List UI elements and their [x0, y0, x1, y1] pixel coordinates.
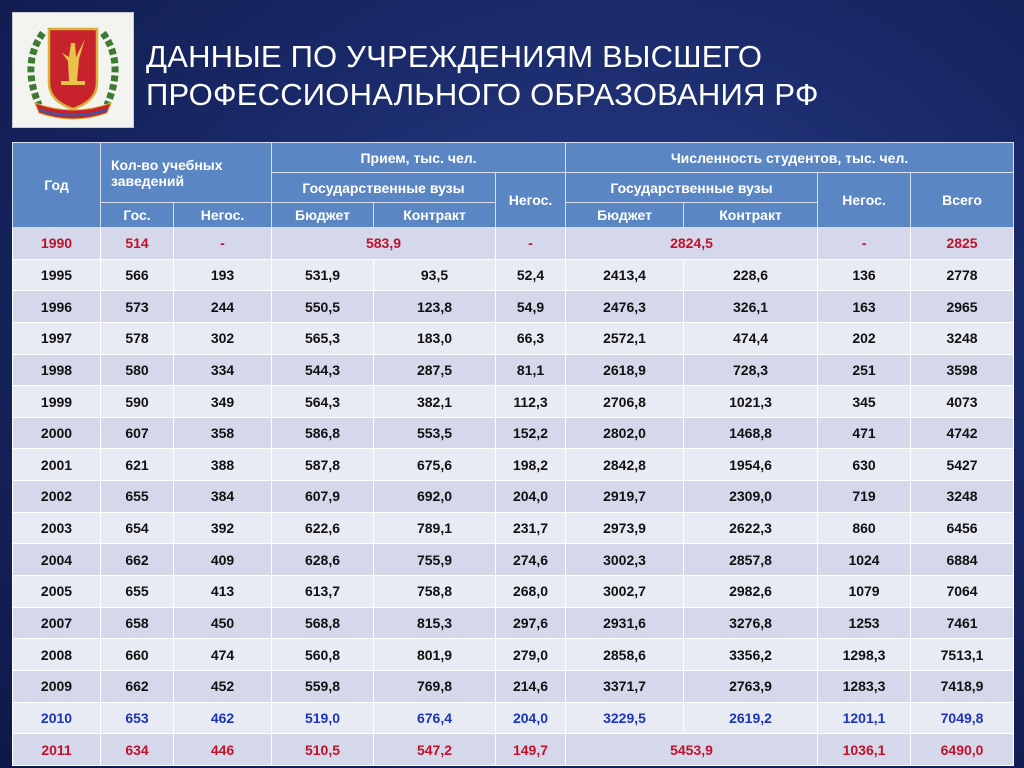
cell-state-institutions: 655: [101, 576, 174, 608]
cell-non-state-institutions: 462: [174, 702, 272, 734]
cell-state-institutions: 580: [101, 354, 174, 386]
table-row: [13, 354, 1014, 386]
cell-admission-budget: 586,8: [272, 417, 374, 449]
cell-admission-non-state: 52,4: [496, 259, 566, 291]
cell-total: 2965: [911, 291, 1014, 323]
cell-students-contract: 3276,8: [684, 607, 818, 639]
cell-admission-contract: 769,8: [374, 670, 496, 702]
cell-total: 6884: [911, 544, 1014, 576]
cell-students-contract: 2982,6: [684, 576, 818, 608]
cell-students-budget: 3229,5: [566, 702, 684, 734]
cell-total: 4742: [911, 417, 1014, 449]
table-row: [13, 386, 1014, 418]
header-admission-state-universities: Государственные вузы: [272, 173, 496, 203]
cell-admission-non-state: 112,3: [496, 386, 566, 418]
cell-state-institutions: 514: [101, 228, 174, 260]
cell-total: 3598: [911, 354, 1014, 386]
table-row: [13, 259, 1014, 291]
table-body: [13, 228, 1014, 766]
header-admission-budget: Бюджет: [272, 203, 374, 228]
cell-students-contract: 2309,0: [684, 481, 818, 513]
cell-total: 7049,8: [911, 702, 1014, 734]
cell-students-non-state: 1079: [818, 576, 911, 608]
cell-students-non-state: -: [818, 228, 911, 260]
cell-students-budget: 2919,7: [566, 481, 684, 513]
cell-non-state-institutions: -: [174, 228, 272, 260]
cell-non-state-institutions: 413: [174, 576, 272, 608]
coat-of-arms-emblem: [12, 12, 134, 128]
cell-admission-budget: 568,8: [272, 607, 374, 639]
table-row: [13, 481, 1014, 513]
cell-admission-contract: 789,1: [374, 512, 496, 544]
cell-non-state-institutions: 302: [174, 322, 272, 354]
cell-year: 2002: [13, 481, 101, 513]
cell-admission-non-state: 274,6: [496, 544, 566, 576]
cell-state-institutions: 658: [101, 607, 174, 639]
cell-year: 1990: [13, 228, 101, 260]
cell-year: 2007: [13, 607, 101, 639]
cell-admission-budget: 565,3: [272, 322, 374, 354]
higher-education-table: [12, 142, 1014, 766]
table-row: [13, 228, 1014, 260]
cell-admission-non-state: 66,3: [496, 322, 566, 354]
cell-year: 1995: [13, 259, 101, 291]
emblem-graphic: [13, 13, 133, 127]
cell-students-non-state: 251: [818, 354, 911, 386]
cell-total: 7064: [911, 576, 1014, 608]
cell-admission-non-state: 231,7: [496, 512, 566, 544]
cell-admission-budget: 559,8: [272, 670, 374, 702]
cell-admission-non-state: 149,7: [496, 734, 566, 766]
cell-students-budget: 2706,8: [566, 386, 684, 418]
cell-students-non-state: 202: [818, 322, 911, 354]
cell-students-budget: 3002,7: [566, 576, 684, 608]
cell-year: 2011: [13, 734, 101, 766]
header-non-state-institutions: Негос.: [174, 203, 272, 228]
cell-admission-non-state: 204,0: [496, 702, 566, 734]
cell-state-institutions: 578: [101, 322, 174, 354]
cell-state-institutions: 566: [101, 259, 174, 291]
cell-admission-budget: 560,8: [272, 639, 374, 671]
header-students-non-state: Негос.: [818, 173, 911, 228]
cell-year: 1999: [13, 386, 101, 418]
cell-students-contract: 1021,3: [684, 386, 818, 418]
cell-non-state-institutions: 446: [174, 734, 272, 766]
cell-admission-contract: 93,5: [374, 259, 496, 291]
cell-total: 5427: [911, 449, 1014, 481]
header-students: Численность студентов, тыс. чел.: [566, 143, 1014, 173]
cell-students-budget: 3002,3: [566, 544, 684, 576]
table-row: [13, 449, 1014, 481]
cell-admission-non-state: -: [496, 228, 566, 260]
cell-students-non-state: 1036,1: [818, 734, 911, 766]
header-state: Гос.: [101, 203, 174, 228]
table-row: [13, 639, 1014, 671]
title-line-2: ПРОФЕССИОНАЛЬНОГО ОБРАЗОВАНИЯ РФ: [146, 77, 819, 112]
cell-students-budget: 2802,0: [566, 417, 684, 449]
cell-admission-budget: 622,6: [272, 512, 374, 544]
cell-state-institutions: 662: [101, 544, 174, 576]
header-admission-contract: Контракт: [374, 203, 496, 228]
cell-students-contract: 2857,8: [684, 544, 818, 576]
cell-students-contract: 2622,3: [684, 512, 818, 544]
cell-non-state-institutions: 358: [174, 417, 272, 449]
cell-total: 4073: [911, 386, 1014, 418]
cell-non-state-institutions: 409: [174, 544, 272, 576]
cell-total: 2778: [911, 259, 1014, 291]
cell-state-institutions: 621: [101, 449, 174, 481]
cell-total: 6490,0: [911, 734, 1014, 766]
cell-students-non-state: 136: [818, 259, 911, 291]
cell-students-budget: 2572,1: [566, 322, 684, 354]
cell-admission-non-state: 198,2: [496, 449, 566, 481]
cell-non-state-institutions: 450: [174, 607, 272, 639]
cell-admission-contract: 287,5: [374, 354, 496, 386]
cell-admission-non-state: 81,1: [496, 354, 566, 386]
cell-year: 2003: [13, 512, 101, 544]
cell-total: 3248: [911, 322, 1014, 354]
cell-admission-budget: 613,7: [272, 576, 374, 608]
cell-year: 2010: [13, 702, 101, 734]
cell-admission-contract: 547,2: [374, 734, 496, 766]
cell-students-budget: 2842,8: [566, 449, 684, 481]
cell-total: 2825: [911, 228, 1014, 260]
cell-admission-budget: 550,5: [272, 291, 374, 323]
cell-admission-contract: 801,9: [374, 639, 496, 671]
cell-non-state-institutions: 474: [174, 639, 272, 671]
cell-state-institutions: 607: [101, 417, 174, 449]
cell-non-state-institutions: 388: [174, 449, 272, 481]
cell-students-contract: 474,4: [684, 322, 818, 354]
cell-students-budget: 2476,3: [566, 291, 684, 323]
cell-admission-contract: 692,0: [374, 481, 496, 513]
cell-admission-contract: 815,3: [374, 607, 496, 639]
cell-admission-contract: 758,8: [374, 576, 496, 608]
cell-students-contract: 3356,2: [684, 639, 818, 671]
cell-admission-budget: 564,3: [272, 386, 374, 418]
cell-state-institutions: 653: [101, 702, 174, 734]
table-row: [13, 322, 1014, 354]
cell-state-institutions: 634: [101, 734, 174, 766]
table-row: [13, 417, 1014, 449]
header-institutions: Кол-во учебных заведений: [101, 143, 272, 203]
cell-students-contract: 2763,9: [684, 670, 818, 702]
header-students-state-universities: Государственные вузы: [566, 173, 818, 203]
cell-year: 1998: [13, 354, 101, 386]
table-row: [13, 670, 1014, 702]
cell-students-budget: 2618,9: [566, 354, 684, 386]
cell-year: 2001: [13, 449, 101, 481]
cell-admission-contract: 183,0: [374, 322, 496, 354]
cell-admission-state: 583,9: [272, 228, 496, 260]
cell-students-non-state: 860: [818, 512, 911, 544]
cell-year: 2008: [13, 639, 101, 671]
cell-admission-non-state: 214,6: [496, 670, 566, 702]
cell-students-budget: 2973,9: [566, 512, 684, 544]
cell-total: 7418,9: [911, 670, 1014, 702]
cell-students-non-state: 719: [818, 481, 911, 513]
cell-admission-non-state: 54,9: [496, 291, 566, 323]
cell-students-state: 2824,5: [566, 228, 818, 260]
cell-students-non-state: 1253: [818, 607, 911, 639]
cell-admission-contract: 123,8: [374, 291, 496, 323]
cell-state-institutions: 590: [101, 386, 174, 418]
header-admission-non-state: Негос.: [496, 173, 566, 228]
cell-state-institutions: 660: [101, 639, 174, 671]
cell-state-institutions: 662: [101, 670, 174, 702]
table-row: [13, 512, 1014, 544]
cell-non-state-institutions: 244: [174, 291, 272, 323]
cell-admission-non-state: 152,2: [496, 417, 566, 449]
cell-admission-budget: 544,3: [272, 354, 374, 386]
cell-students-contract: 326,1: [684, 291, 818, 323]
cell-state-institutions: 654: [101, 512, 174, 544]
cell-students-non-state: 1298,3: [818, 639, 911, 671]
cell-admission-contract: 382,1: [374, 386, 496, 418]
cell-students-non-state: 1024: [818, 544, 911, 576]
cell-admission-budget: 519,0: [272, 702, 374, 734]
cell-students-budget: 2931,6: [566, 607, 684, 639]
cell-students-non-state: 630: [818, 449, 911, 481]
cell-students-budget: 3371,7: [566, 670, 684, 702]
cell-non-state-institutions: 334: [174, 354, 272, 386]
cell-non-state-institutions: 349: [174, 386, 272, 418]
cell-students-contract: 728,3: [684, 354, 818, 386]
cell-admission-contract: 676,4: [374, 702, 496, 734]
table-row: [13, 702, 1014, 734]
cell-admission-budget: 531,9: [272, 259, 374, 291]
cell-students-budget: 2858,6: [566, 639, 684, 671]
header-students-budget: Бюджет: [566, 203, 684, 228]
cell-total: 3248: [911, 481, 1014, 513]
cell-total: 7461: [911, 607, 1014, 639]
cell-students-contract: 1954,6: [684, 449, 818, 481]
header-students-contract: Контракт: [684, 203, 818, 228]
cell-admission-contract: 553,5: [374, 417, 496, 449]
table-row: [13, 544, 1014, 576]
cell-state-institutions: 573: [101, 291, 174, 323]
cell-students-state: 5453,9: [566, 734, 818, 766]
cell-admission-budget: 587,8: [272, 449, 374, 481]
header-admission: Прием, тыс. чел.: [272, 143, 566, 173]
cell-non-state-institutions: 392: [174, 512, 272, 544]
header-year: Год: [13, 143, 101, 228]
cell-students-non-state: 1201,1: [818, 702, 911, 734]
cell-admission-contract: 755,9: [374, 544, 496, 576]
cell-state-institutions: 655: [101, 481, 174, 513]
cell-students-budget: 2413,4: [566, 259, 684, 291]
cell-students-contract: 228,6: [684, 259, 818, 291]
cell-admission-budget: 510,5: [272, 734, 374, 766]
cell-year: 2004: [13, 544, 101, 576]
table-row: [13, 576, 1014, 608]
cell-year: 1997: [13, 322, 101, 354]
cell-admission-budget: 628,6: [272, 544, 374, 576]
cell-students-non-state: 471: [818, 417, 911, 449]
cell-non-state-institutions: 452: [174, 670, 272, 702]
page-title: [146, 38, 1006, 114]
cell-students-non-state: 345: [818, 386, 911, 418]
header-total: Всего: [911, 173, 1014, 228]
table-row: [13, 734, 1014, 766]
cell-year: 2000: [13, 417, 101, 449]
cell-total: 6456: [911, 512, 1014, 544]
cell-non-state-institutions: 193: [174, 259, 272, 291]
cell-students-non-state: 163: [818, 291, 911, 323]
cell-admission-contract: 675,6: [374, 449, 496, 481]
cell-students-contract: 1468,8: [684, 417, 818, 449]
table-row: [13, 291, 1014, 323]
cell-total: 7513,1: [911, 639, 1014, 671]
cell-non-state-institutions: 384: [174, 481, 272, 513]
cell-admission-budget: 607,9: [272, 481, 374, 513]
cell-admission-non-state: 297,6: [496, 607, 566, 639]
cell-students-non-state: 1283,3: [818, 670, 911, 702]
cell-year: 1996: [13, 291, 101, 323]
cell-admission-non-state: 204,0: [496, 481, 566, 513]
cell-year: 2009: [13, 670, 101, 702]
cell-admission-non-state: 279,0: [496, 639, 566, 671]
cell-year: 2005: [13, 576, 101, 608]
cell-admission-non-state: 268,0: [496, 576, 566, 608]
table-row: [13, 607, 1014, 639]
cell-students-contract: 2619,2: [684, 702, 818, 734]
title-line-1: ДАННЫЕ ПО УЧРЕЖДЕНИЯМ ВЫСШЕГО: [146, 39, 763, 74]
